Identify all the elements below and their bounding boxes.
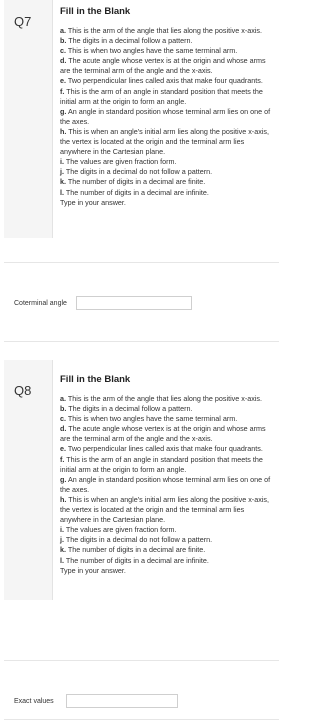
options-list <box>60 26 275 208</box>
option-text: The values are given fraction form. <box>64 525 177 535</box>
question-card-q8 <box>4 360 279 600</box>
coterminal-angle-input[interactable] <box>76 296 192 310</box>
option-b <box>60 404 275 414</box>
answer-label: Coterminal angle <box>14 300 67 307</box>
option-l <box>60 188 275 198</box>
option-d <box>60 56 275 76</box>
option-letter: f. <box>60 86 65 96</box>
option-letter: j. <box>60 535 64 545</box>
instruction-text: Type in your answer. <box>60 197 126 207</box>
option-text: The number of digits in a decimal are finite. <box>66 177 206 187</box>
option-a <box>60 26 275 36</box>
option-i <box>60 157 275 167</box>
option-text: The number of digits in a decimal are finite. <box>66 545 206 555</box>
option-text: An angle in standard position whose terminal arm lies on one of the axes. <box>60 106 271 126</box>
option-letter: a. <box>60 394 66 403</box>
option-a <box>60 394 275 404</box>
option-letter: k. <box>60 545 66 555</box>
option-e <box>60 76 275 86</box>
option-text: Two perpendicular lines called axis that make four quadrants. <box>66 444 263 454</box>
option-letter: e. <box>60 444 66 454</box>
option-j <box>60 535 275 545</box>
answer-area-q7 <box>4 262 279 342</box>
option-text: The values are given fraction form. <box>64 157 177 167</box>
options-list <box>60 394 275 576</box>
option-d <box>60 424 275 444</box>
option-letter: b. <box>60 36 67 46</box>
option-c <box>60 46 275 56</box>
option-f <box>60 87 275 107</box>
option-c <box>60 414 275 424</box>
option-text: This is when an angle's initial arm lies along the positive x-axis, the vertex is located at the origin and the terminal arm lies anywhere in the Cartesian plane. <box>60 494 269 525</box>
option-letter: h. <box>60 494 67 504</box>
exact-values-input[interactable] <box>66 694 178 708</box>
option-letter: k. <box>60 177 66 187</box>
option-letter: h. <box>60 126 67 136</box>
option-h <box>60 495 275 525</box>
option-text: The acute angle whose vertex is at the origin and whose arms are the terminal arm of the angle and the x-axis. <box>60 56 266 76</box>
option-letter: g. <box>60 474 67 484</box>
option-text: The digits in a decimal follow a pattern. <box>66 404 193 414</box>
option-text: The digits in a decimal do not follow a pattern. <box>64 167 213 177</box>
option-letter: i. <box>60 525 64 535</box>
option-l <box>60 556 275 566</box>
question-number-panel <box>4 360 53 600</box>
question-body <box>60 374 275 576</box>
answer-area-q8 <box>4 660 279 720</box>
option-letter: j. <box>60 167 64 177</box>
option-text: The digits in a decimal do not follow a pattern. <box>64 535 213 545</box>
option-letter: d. <box>60 56 67 66</box>
option-letter: e. <box>60 76 66 86</box>
option-text: This is the arm of an angle in standard position that meets the initial arm at the origin to form an angle. <box>60 454 263 474</box>
option-text: This is when two angles have the same terminal arm. <box>66 46 238 56</box>
option-text: This is when an angle's initial arm lies along the positive x-axis, the vertex is located at the origin and the terminal arm lies anywhere in the Cartesian plane. <box>60 126 269 157</box>
option-b <box>60 36 275 46</box>
question-number: Q7 <box>14 14 32 29</box>
instruction-text: Type in your answer. <box>60 565 126 575</box>
option-e <box>60 444 275 454</box>
option-k <box>60 177 275 187</box>
answer-label: Exact values <box>14 698 54 705</box>
option-g <box>60 107 275 127</box>
option-letter: d. <box>60 424 67 434</box>
option-text: This is the arm of the angle that lies along the positive x-axis. <box>66 394 263 403</box>
option-letter: l. <box>60 555 64 565</box>
option-text: This is when two angles have the same terminal arm. <box>66 414 238 424</box>
option-letter: f. <box>60 454 65 464</box>
option-j <box>60 167 275 177</box>
option-text: The acute angle whose vertex is at the origin and whose arms are the terminal arm of the angle and the x-axis. <box>60 424 266 444</box>
option-text: An angle in standard position whose terminal arm lies on one of the axes. <box>60 474 271 494</box>
option-text: This is the arm of the angle that lies along the positive x-axis. <box>66 26 263 35</box>
option-text: The number of digits in a decimal are infinite. <box>64 555 209 565</box>
question-card-q7 <box>4 0 279 238</box>
option-letter: l. <box>60 187 64 197</box>
option-text: The number of digits in a decimal are infinite. <box>64 187 209 197</box>
option-text: Two perpendicular lines called axis that make four quadrants. <box>66 76 263 86</box>
option-k <box>60 545 275 555</box>
question-title: Fill in the Blank <box>60 6 131 17</box>
option-letter: c. <box>60 414 66 424</box>
question-number: Q8 <box>14 383 32 398</box>
option-letter: i. <box>60 157 64 167</box>
option-g <box>60 475 275 495</box>
question-body <box>60 6 275 208</box>
option-letter: b. <box>60 404 67 414</box>
question-title: Fill in the Blank <box>60 374 131 385</box>
option-letter: g. <box>60 106 67 116</box>
option-text: The digits in a decimal follow a pattern. <box>66 36 193 46</box>
option-text: This is the arm of an angle in standard position that meets the initial arm at the origin to form an angle. <box>60 86 263 106</box>
option-letter: a. <box>60 26 66 35</box>
question-number-panel <box>4 0 53 238</box>
option-i <box>60 525 275 535</box>
option-h <box>60 127 275 157</box>
option-f <box>60 455 275 475</box>
option-letter: c. <box>60 46 66 56</box>
